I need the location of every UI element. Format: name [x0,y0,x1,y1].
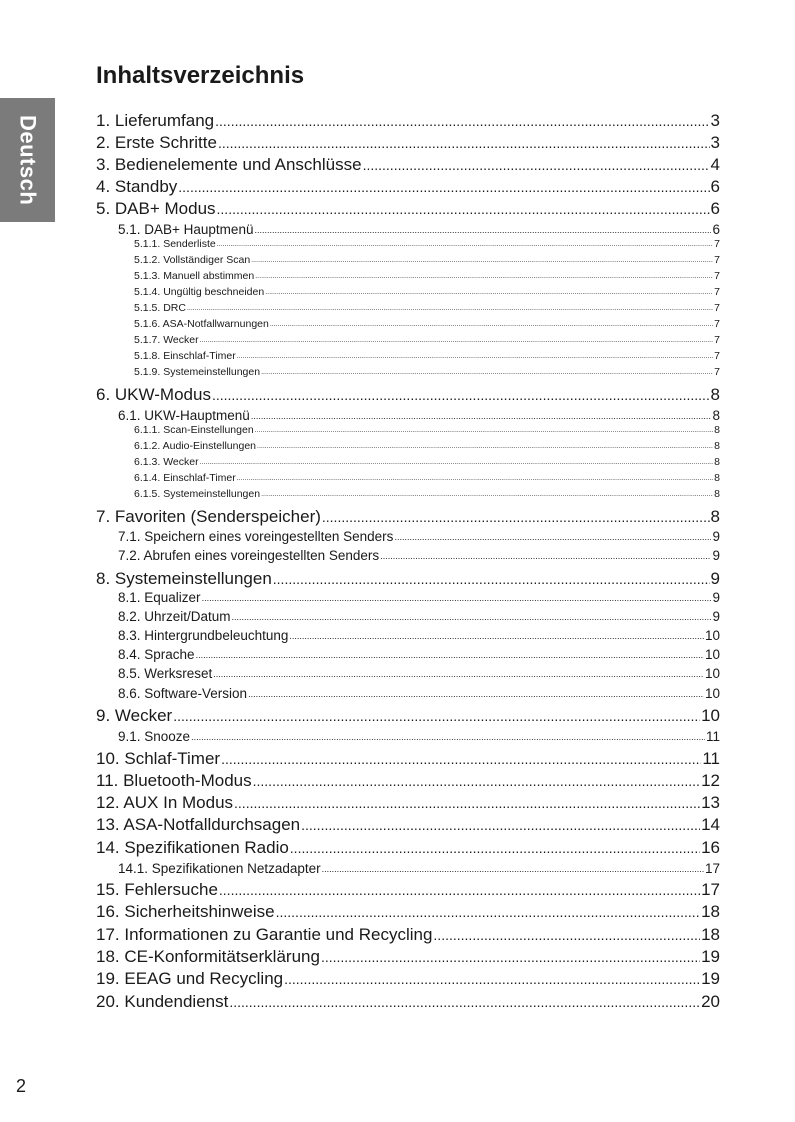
toc-leader-dots [229,992,700,1012]
toc-entry-page: 19 [701,969,720,988]
toc-leader-dots [173,706,700,726]
toc-entry-page: 10 [704,686,720,701]
toc-entry-page: 8 [714,440,720,452]
toc-entry [96,838,720,858]
toc-entry-page: 12 [701,771,720,790]
toc-entry-label: 6.1. UKW-Hauptmenü [118,408,250,423]
toc-entry-label: 7.2. Abrufen eines voreingestellten Senders [118,548,380,563]
toc-leader-dots [218,133,710,153]
toc-leader-dots [284,969,700,989]
toc-entry [96,569,720,589]
toc-leader-dots [251,408,712,424]
toc-leader-dots [248,686,704,702]
toc-leader-dots [261,488,713,501]
toc-entry-label: 8.4. Sprache [118,647,195,662]
toc-entry-page: 6 [710,177,720,196]
toc-leader-dots [202,590,712,606]
toc-entry [96,992,720,1012]
toc-entry [96,529,720,545]
toc-leader-dots [219,880,700,900]
toc-entry [96,729,720,745]
toc-entry-label: 11. Bluetooth-Modus [96,771,252,790]
toc-leader-dots [200,456,714,469]
toc-entry-page: 9 [712,529,720,544]
toc-leader-dots [234,793,700,813]
toc-entry [96,456,720,469]
toc-entry-label: 19. EEAG und Recycling [96,969,284,988]
toc-entry-page: 6 [710,199,720,218]
toc-entry-label: 5.1.6. ASA-Notfallwarnungen [134,318,269,330]
toc-entry [96,199,720,219]
toc-entry-page: 8 [714,424,720,436]
language-side-tab [0,98,55,222]
toc-entry [96,408,720,424]
toc-entry-page: 17 [704,861,720,876]
toc-entry-label: 12. AUX In Modus [96,793,234,812]
toc-entry [96,318,720,331]
toc-entry [96,647,720,663]
toc-entry-label: 1. Lieferumfang [96,111,215,130]
toc-entry [96,222,720,238]
language-label: Deutsch [15,114,41,206]
toc-leader-dots [321,947,700,967]
toc-entry-page: 7 [714,254,720,266]
toc-entry [96,666,720,682]
toc-entry-page: 20 [701,992,720,1011]
toc-entry-page: 8 [710,507,720,526]
toc-entry-page: 18 [701,925,720,944]
toc-entry-page: 6 [712,222,720,237]
toc-entry-page: 3 [710,133,720,152]
toc-leader-dots [433,925,700,945]
toc-entry [96,350,720,363]
toc-entry [96,507,720,527]
toc-leader-dots [255,424,713,437]
toc-entry-page: 7 [714,286,720,298]
toc-entry-page: 8 [712,408,720,423]
toc-entry [96,902,720,922]
toc-entry [96,366,720,379]
toc-entry [96,424,720,437]
toc-entry-label: 5. DAB+ Modus [96,199,216,218]
toc-entry-label: 16. Sicherheitshinweise [96,902,275,921]
toc-entry-label: 5.1.1. Senderliste [134,238,216,250]
toc-entry-page: 9 [712,590,720,605]
toc-entry [96,880,720,900]
toc-entry-page: 7 [714,270,720,282]
toc-entry-label: 6. UKW-Modus [96,385,211,404]
toc-leader-dots [363,155,710,175]
toc-leader-dots [200,334,714,347]
toc-entry-label: 10. Schlaf-Timer [96,749,221,768]
toc-leader-dots [380,548,711,564]
toc-entry [96,815,720,835]
toc-entry-page: 14 [701,815,720,834]
toc-leader-dots [265,286,713,299]
toc-entry-page: 9 [710,569,720,588]
toc-entry [96,385,720,405]
toc-entry [96,590,720,606]
toc-entry-label: 8.1. Equalizer [118,590,201,605]
toc-entry-label: 5.1.2. Vollständiger Scan [134,254,251,266]
toc-entry-page: 9 [712,609,720,624]
toc-entry [96,440,720,453]
toc-entry-page: 4 [710,155,720,174]
page-number: 2 [16,1076,27,1096]
toc-entry-label: 13. ASA-Notfalldurchsagen [96,815,301,834]
toc-entry [96,254,720,267]
toc-entry-page: 8 [714,488,720,500]
toc-entry [96,286,720,299]
toc-entry-label: 6.1.5. Systemeinstellungen [134,488,261,500]
toc-entry [96,793,720,813]
toc-leader-dots [215,111,709,131]
toc-entry-page: 13 [701,793,720,812]
toc-entry-page: 7 [714,350,720,362]
toc-entry [96,133,720,153]
toc-entry [96,925,720,945]
toc-entry-label: 3. Bedienelemente und Anschlüsse [96,155,362,174]
toc-entry [96,334,720,347]
toc-leader-dots [251,254,713,267]
toc-entry-page: 19 [701,947,720,966]
toc-leader-dots [273,569,710,589]
toc-entry [96,111,720,131]
toc-entry [96,706,720,726]
toc-entry [96,947,720,967]
toc-entry-page: 18 [701,902,720,921]
toc-leader-dots [322,861,704,877]
toc-leader-dots [253,771,700,791]
toc-entry-page: 16 [701,838,720,857]
toc-entry-page: 11 [705,729,720,744]
toc-leader-dots [270,318,713,331]
toc-leader-dots [212,385,710,405]
toc-entry-label: 9.1. Snooze [118,729,191,744]
toc-entry [96,969,720,989]
toc-entry-page: 8 [714,456,720,468]
toc-entry-label: 6.1.1. Scan-Einstellungen [134,424,254,436]
toc-leader-dots [217,199,710,219]
toc-entry-label: 5.1. DAB+ Hauptmenü [118,222,254,237]
toc-entry-label: 5.1.5. DRC [134,302,186,314]
toc-entry-label: 8. Systemeinstellungen [96,569,272,588]
toc-leader-dots [261,366,713,379]
toc-entry-label: 20. Kundendienst [96,992,229,1011]
toc-entry-label: 18. CE-Konformitätserklärung [96,947,320,966]
toc-entry-label: 8.6. Software-Version [118,686,248,701]
toc-entry [96,861,720,877]
toc-leader-dots [322,507,710,527]
toc-entry-page: 10 [701,706,720,725]
toc-entry-page: 9 [712,548,720,563]
toc-entry-label: 2. Erste Schritte [96,133,217,152]
toc-entry-label: 6.1.4. Einschlaf-Timer [134,472,236,484]
toc-entry-label: 6.1.2. Audio-Einstellungen [134,440,257,452]
toc-leader-dots [213,666,704,682]
toc-leader-dots [196,647,704,663]
toc-entry-page: 7 [714,366,720,378]
toc-entry [96,771,720,791]
toc-entry-label: 7. Favoriten (Senderspeicher) [96,507,321,526]
toc-entry-label: 15. Fehlersuche [96,880,218,899]
toc-entry-page: 8 [710,385,720,404]
toc-entry-label: 5.1.4. Ungültig beschneiden [134,286,265,298]
toc-entry-label: 5.1.7. Wecker [134,334,199,346]
toc-leader-dots [191,729,705,745]
toc-entry-label: 8.2. Uhrzeit/Datum [118,609,231,624]
toc-entry-page: 7 [714,238,720,250]
toc-entry [96,609,720,625]
toc-leader-dots [255,270,713,283]
toc-entry-label: 5.1.3. Manuell abstimmen [134,270,255,282]
toc-leader-dots [290,838,700,858]
toc-entry-page: 10 [704,628,720,643]
toc-entry [96,238,720,251]
toc-entry [96,488,720,501]
toc-entry-page: 17 [701,880,720,899]
toc-entry-label: 14.1. Spezifikationen Netzadapter [118,861,321,876]
toc-leader-dots [257,440,713,453]
toc-entry-label: 7.1. Speichern eines voreingestellten Senders [118,529,394,544]
toc-entry-label: 5.1.9. Systemeinstellungen [134,366,261,378]
toc-leader-dots [187,302,713,315]
toc-entry-page: 3 [710,111,720,130]
toc-entry-page: 10 [704,666,720,681]
toc-entry-label: 5.1.8. Einschlaf-Timer [134,350,236,362]
toc-leader-dots [254,222,711,238]
toc-entry [96,270,720,283]
toc-leader-dots [178,177,709,197]
toc-entry-label: 6.1.3. Wecker [134,456,199,468]
toc-leader-dots [276,902,700,922]
toc-entry [96,177,720,197]
toc-entry [96,472,720,485]
toc-entry-label: 8.3. Hintergrundbeleuchtung [118,628,289,643]
toc-entry-page: 7 [714,302,720,314]
toc-leader-dots [232,609,712,625]
toc-leader-dots [217,238,713,251]
toc-leader-dots [221,749,701,769]
toc-leader-dots [237,350,713,363]
page-title: Inhaltsverzeichnis [96,62,305,89]
toc-entry-page: 8 [714,472,720,484]
toc-entry-page: 7 [714,334,720,346]
toc-entry-page: 10 [704,647,720,662]
toc-entry-label: 14. Spezifikationen Radio [96,838,289,857]
toc-entry-label: 4. Standby [96,177,178,196]
toc-leader-dots [394,529,711,545]
toc-entry [96,628,720,644]
toc-entry [96,155,720,175]
toc-entry [96,749,720,769]
toc-entry [96,548,720,564]
toc-entry [96,686,720,702]
toc-entry-label: 8.5. Werksreset [118,666,213,681]
toc-leader-dots [301,815,700,835]
toc-entry [96,302,720,315]
toc-entry-page: 7 [714,318,720,330]
toc-entry-label: 9. Wecker [96,706,173,725]
toc-entry-label: 17. Informationen zu Garantie und Recycling [96,925,433,944]
toc-leader-dots [237,472,713,485]
toc-entry-page: 11 [702,749,720,768]
toc-leader-dots [289,628,704,644]
